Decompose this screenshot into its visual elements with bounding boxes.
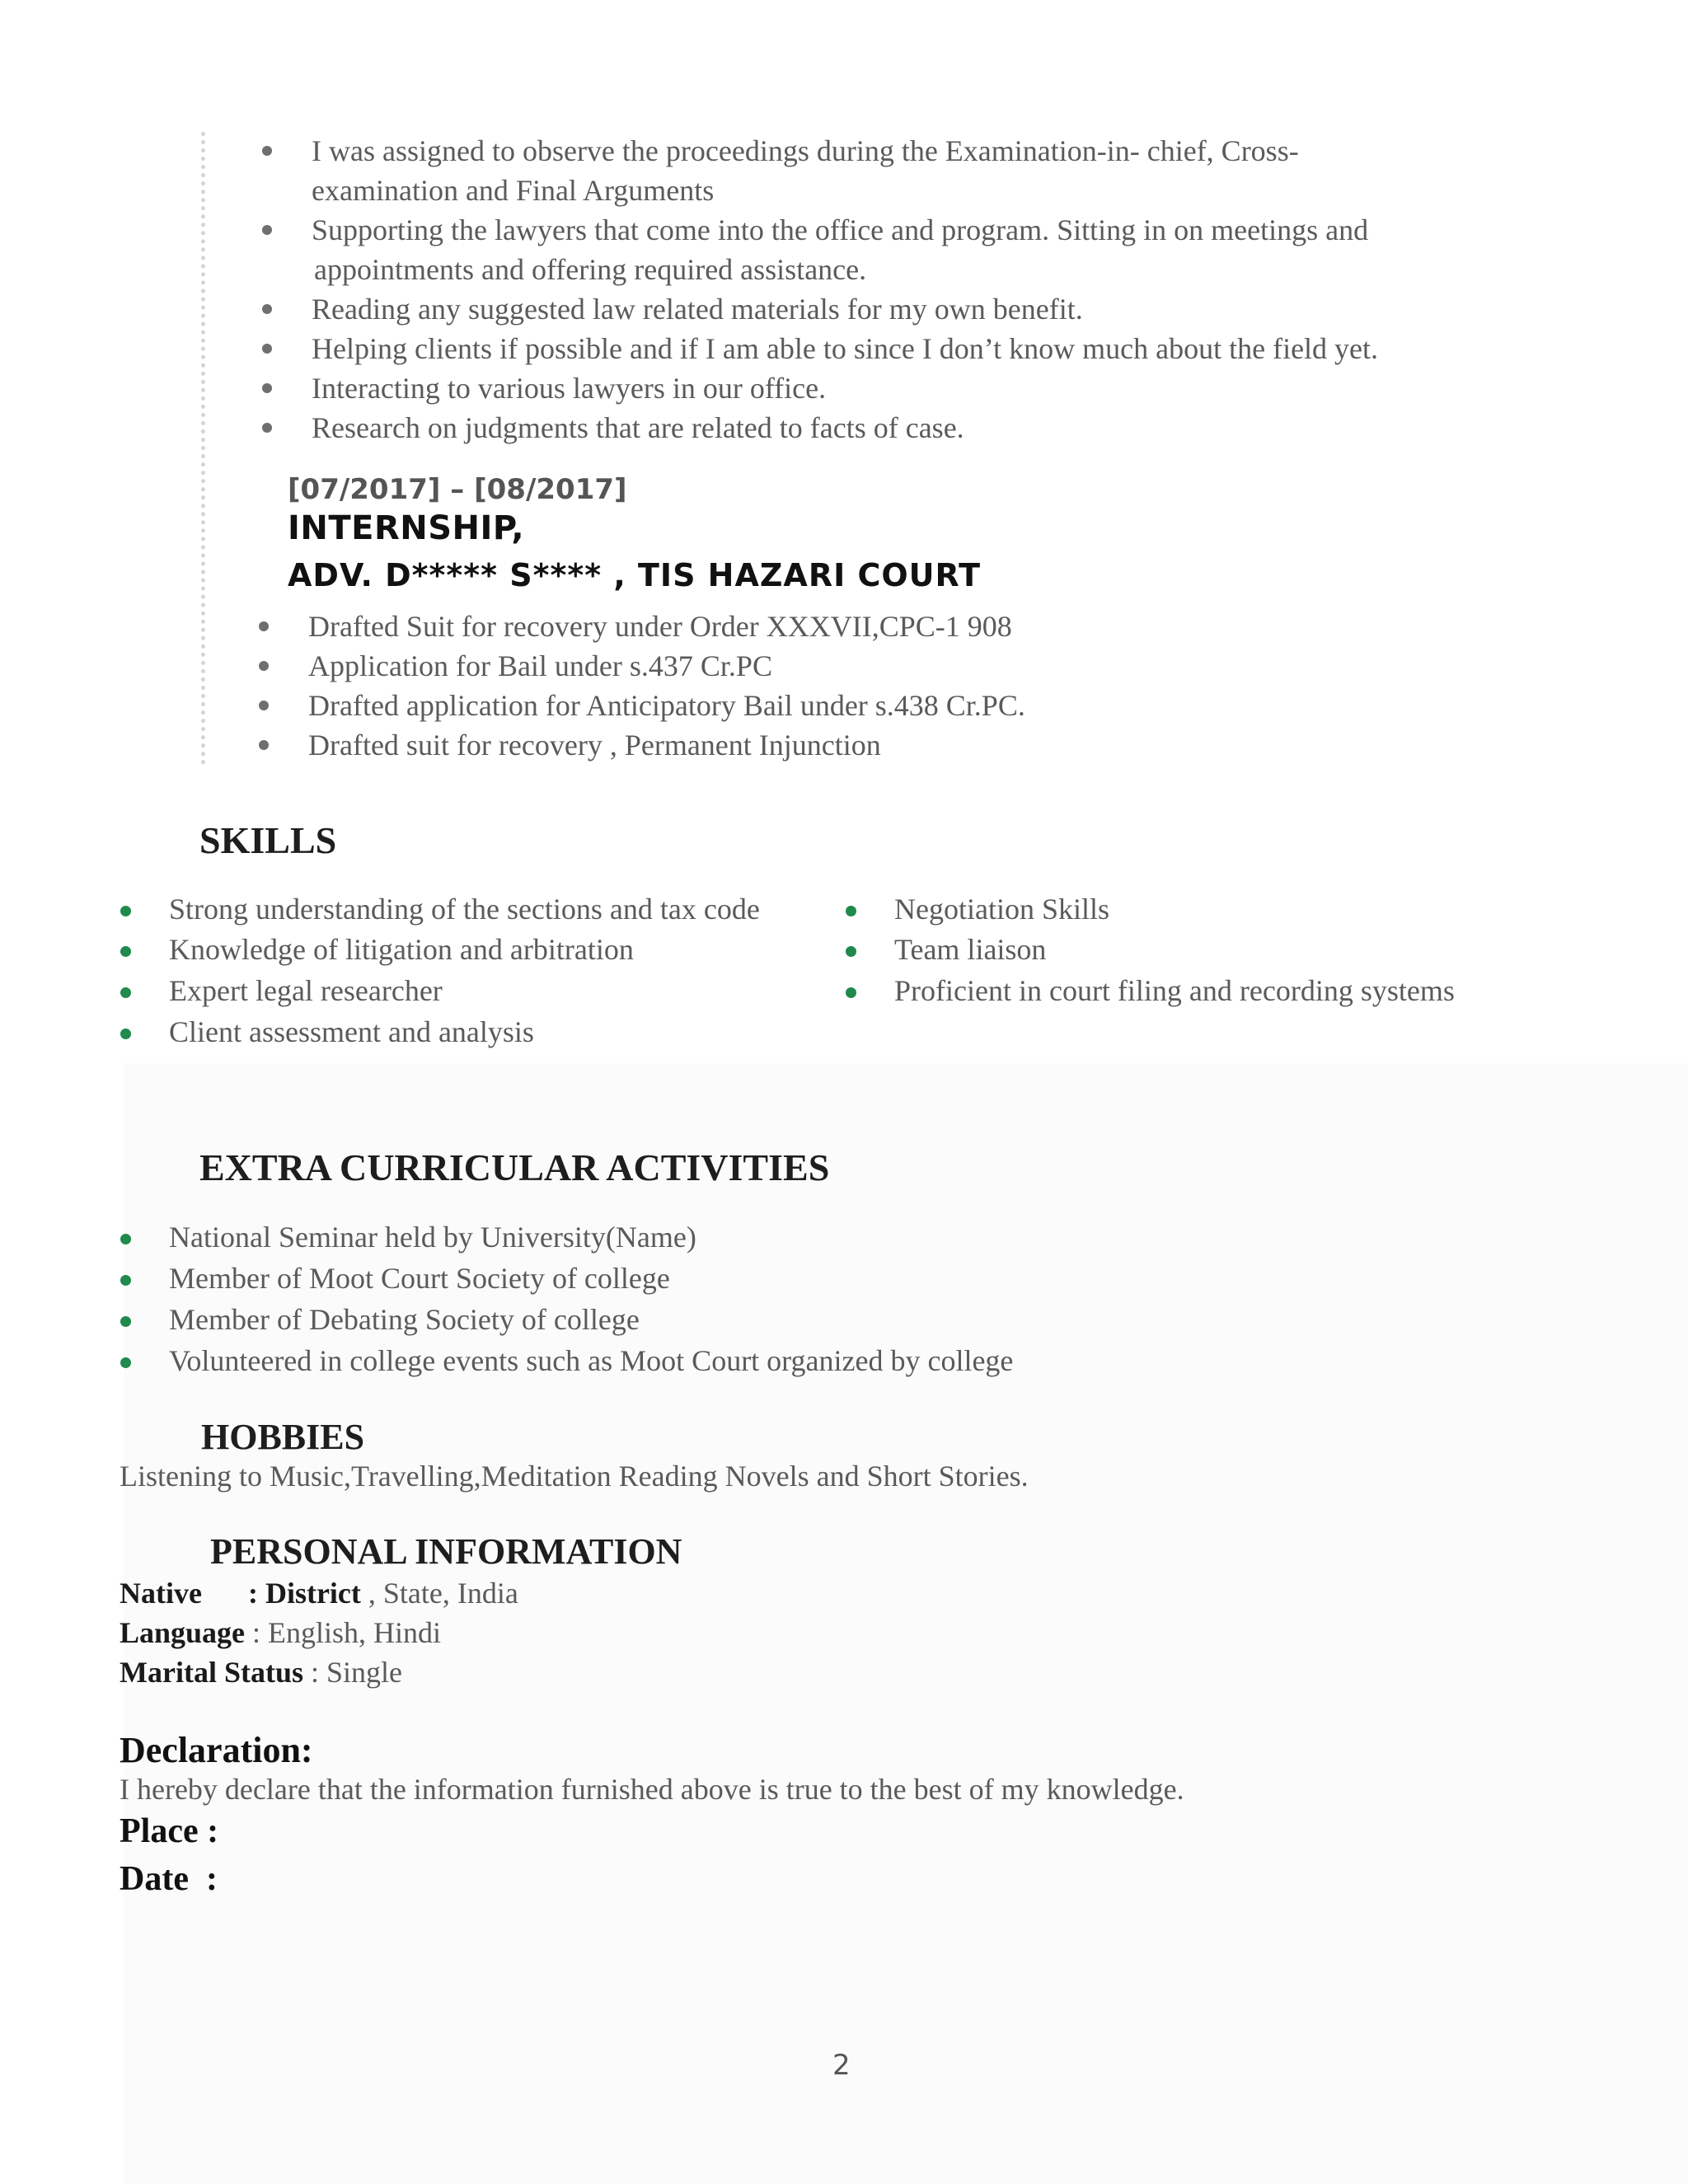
list-item-text: Negotiation Skills: [894, 893, 1109, 926]
list-item-text: Team liaison: [894, 933, 1047, 966]
bullet-icon: [120, 1275, 131, 1286]
native-row: [120, 1576, 518, 1610]
district-label: : District: [247, 1577, 361, 1610]
list-item-text: Supporting the lawyers that come into the office and program. Sitting in on meetings and: [312, 213, 1369, 246]
page-number: 2: [832, 2049, 851, 2082]
list-item-text: Knowledge of litigation and arbitration: [169, 933, 634, 966]
bullet-icon: [259, 661, 269, 671]
list-item-text: Drafted application for Anticipatory Bail under s.438 Cr.PC.: [308, 689, 1025, 722]
bullet-icon: [262, 304, 272, 314]
place-label: Place :: [120, 1812, 219, 1850]
list-item-text: Interacting to various lawyers in our office.: [312, 372, 827, 405]
internship-dates: [07/2017] – [08/2017]: [288, 473, 627, 506]
hobbies-text: Listening to Music,Travelling,Meditation Reading Novels and Short Stories.: [120, 1460, 1029, 1493]
declaration-text: I hereby declare that the information furnished above is true to the best of my knowledge.: [120, 1773, 1184, 1806]
bullet-icon: [259, 621, 269, 631]
list-item-text: Helping clients if possible and if I am able to since I don’t know much about the field yet.: [312, 332, 1379, 365]
bullet-icon: [262, 383, 272, 393]
bullet-icon: [262, 146, 272, 156]
list-item-text: Expert legal researcher: [169, 974, 443, 1007]
list-item-text: Drafted suit for recovery , Permanent Injunction: [308, 729, 881, 762]
bullet-icon: [120, 1357, 131, 1368]
bullet-icon: [120, 1234, 131, 1244]
bullet-icon: [120, 946, 131, 957]
native-value: , State, India: [360, 1577, 518, 1610]
language-label: Language: [120, 1616, 246, 1649]
list-item-text: Research on judgments that are related to facts of case.: [312, 411, 964, 444]
list-item-text: examination and Final Arguments: [312, 174, 715, 207]
list-item-text: appointments and offering required assistance.: [314, 253, 867, 286]
native-label: Native: [120, 1577, 202, 1610]
bullet-icon: [846, 946, 856, 957]
list-item-text: I was assigned to observe the proceedings during the Examination-in- chief, Cross-: [312, 134, 1299, 167]
list-item-text: Proficient in court filing and recording systems: [894, 974, 1455, 1007]
language-value: : English, Hindi: [245, 1616, 442, 1649]
list-item-text: Member of Debating Society of college: [169, 1303, 640, 1336]
bullet-icon: [120, 906, 131, 916]
list-item-text: Application for Bail under s.437 Cr.PC: [308, 649, 772, 682]
list-item-text: Reading any suggested law related materials for my own benefit.: [312, 293, 1083, 326]
list-item-text: Strong understanding of the sections and tax code: [169, 893, 760, 926]
bullet-icon: [120, 1029, 131, 1039]
internship-title: INTERNSHIP,: [288, 509, 525, 547]
bullet-icon: [259, 740, 269, 750]
skills-heading: SKILLS: [199, 819, 337, 861]
marital-status-label: Marital Status: [120, 1656, 303, 1689]
bullet-icon: [262, 344, 272, 354]
experience-divider: [201, 132, 205, 765]
list-item-text: Volunteered in college events such as Moot Court organized by college: [169, 1344, 1014, 1377]
list-item-text: Member of Moot Court Society of college: [169, 1262, 670, 1295]
language-row: [120, 1615, 441, 1650]
extracurricular-heading: EXTRA CURRICULAR ACTIVITIES: [199, 1146, 830, 1188]
personal-info-heading: PERSONAL INFORMATION: [210, 1531, 682, 1572]
bullet-icon: [262, 225, 272, 235]
bullet-icon: [120, 1316, 131, 1327]
hobbies-heading: HOBBIES: [201, 1417, 365, 1457]
marital-status-value: : Single: [302, 1656, 402, 1689]
bullet-icon: [259, 701, 269, 710]
declaration-heading: Declaration:: [120, 1730, 313, 1770]
bullet-icon: [120, 987, 131, 998]
bullet-icon: [262, 423, 272, 433]
list-item-text: National Seminar held by University(Name): [169, 1221, 696, 1254]
list-item-text: Drafted Suit for recovery under Order XXXVII,CPC-1 908: [308, 610, 1012, 643]
list-item-text: Client assessment and analysis: [169, 1015, 534, 1048]
bullet-icon: [846, 987, 856, 998]
internship-employer: ADV. D***** S**** , TIS HAZARI COURT: [288, 557, 981, 593]
date-label: Date :: [120, 1860, 218, 1898]
bullet-icon: [846, 906, 856, 916]
marital-status-row: [120, 1655, 402, 1690]
